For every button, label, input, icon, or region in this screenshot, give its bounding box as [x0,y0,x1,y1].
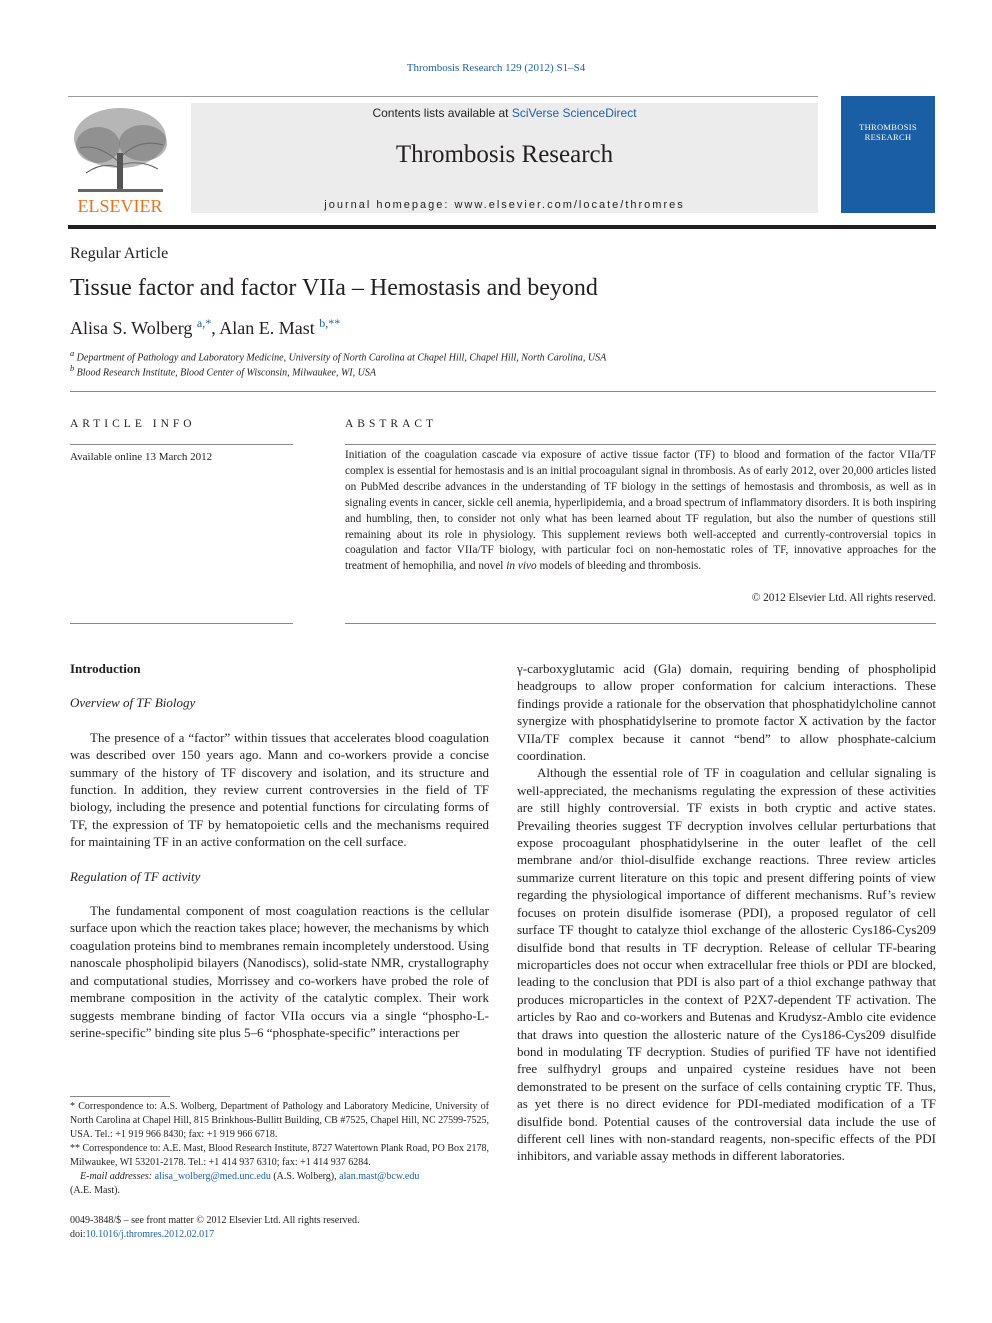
abstract-text-part: models of bleeding and thrombosis. [536,560,702,573]
divider [345,444,936,445]
header-rule [68,96,818,97]
body-paragraph: γ-carboxyglutamic acid (Gla) domain, requiring bending of phospholipid headgroups to allow proper conformation for calcium interactions. These findings provide a rationale for the observation that phosphatidylcholine cannot synergize with phosphatidylserine to promote factor X activation by the factor VIIa/TF complex because it cannot “bend” to allow phosphate-calcium coordination. [517,661,936,764]
email-label: E-mail addresses: [80,1171,153,1182]
homepage-link[interactable]: www.elsevier.com/locate/thromres [454,199,685,211]
affiliation-text: Department of Pathology and Laboratory Medicine, University of North Carolina at Chapel Hill, Chapel Hill, North Carolina, USA [76,352,607,364]
section-heading: Introduction [70,661,141,676]
affiliation-mark: a [70,349,75,358]
journal-cover [841,96,935,213]
email-link[interactable]: alan.mast@bcw.edu [339,1171,420,1182]
journal-name: Thrombosis Research [395,141,614,168]
abstract-text [345,448,936,575]
footnote-emails [70,1170,489,1198]
sciencedirect-link[interactable]: SciVerse ScienceDirect [511,106,637,120]
subsection-heading: Overview of TF Biology [70,695,196,711]
affiliation-a [70,349,606,363]
doi-link[interactable]: 10.1016/j.thromres.2012.02.017 [85,1229,215,1241]
body-column-right [517,660,936,1165]
author-separator: , [211,318,220,338]
author-affiliation-mark[interactable]: a,* [196,316,212,330]
body-column-left [70,660,489,1041]
cover-title-line-2: RESEARCH [864,132,912,142]
contents-line [191,106,818,120]
affiliation-b [70,364,376,378]
front-matter [70,1214,359,1242]
homepage-prefix: journal homepage: [324,199,455,211]
divider [70,391,936,392]
doi-label: doi: [70,1229,86,1241]
email-link[interactable]: alisa_wolberg@med.unc.edu [154,1171,271,1182]
cover-title [841,122,935,142]
author-list [70,316,340,339]
email-owner: (A.E. Mast). [70,1185,120,1197]
affiliation-mark: b [70,364,75,373]
body-paragraph: The fundamental component of most coagulation reactions is the cellular surface upon which the reaction takes place; however, the mechanisms by which coagulation proteins bind to membranes remain incompletely understood. Using nanoscale phospholipid bilayers (Nanodiscs), solid-state NMR, crystallography and computational studies, Morrissey and co-workers have probed the role of membrane composition in the activity of the catalytic complex. Their work suggests membrane binding of factor VIIa occurs via a single “phospho-L-serine-specific” binding site plus 5–6 “phosphate-specific” interactions per [70,903,489,1040]
abstract-italic-term: in vivo [506,560,537,573]
article-title: Tissue factor and factor VIIa – Hemostasis and beyond [70,275,598,301]
divider [70,623,293,624]
elsevier-tree-icon [68,103,173,215]
affiliation-text: Blood Research Institute, Blood Center of Wisconsin, Milwaukee, WI, USA [76,367,376,379]
header-thick-rule [68,225,936,229]
divider [70,444,293,445]
author-name: Alan E. Mast [219,318,315,338]
publisher-wordmark: ELSEVIER [77,196,163,215]
cover-title-line-1: THROMBOSIS [859,122,917,132]
email-owner: (A.S. Wolberg), [270,1171,340,1182]
elsevier-logo [68,103,173,215]
article-info-heading: ARTICLE INFO [70,418,196,430]
available-online-date: Available online 13 March 2012 [70,451,213,463]
footnote-rule [70,1096,170,1097]
abstract-heading: ABSTRACT [345,418,438,430]
journal-reference[interactable]: Thrombosis Research 129 (2012) S1–S4 [406,62,586,74]
body-paragraph: Although the essential role of TF in coagulation and cellular signaling is well-appreciated, the mechanisms regulating the expression of these activities are still highly controversial. TF exists in both cryptic and active states. Prevailing theories suggest TF decryption involves cellular perturbations that expose procoagulant phosphatidylserine in the outer leaflet of the cell membrane and/or thiol-disulfide exchange reactions. Three review articles summarize current literature on this topic and present differing points of view regarding the physiological importance of different mechanisms. Ruf’s review focuses on protein disulfide isomerase (PDI), a proposed regulator of cell surface TF thought to catalyze thiol exchange of the allosteric Cys186-Cys209 disulfide bond that results in TF decryption. Release of cellular TF-bearing microparticles does not occur when extracellular free thiols or PDI are blocked, leading to the conclusion that PDI is also part of a thiol exchange pathway that produces microparticles in the context of P2X7-dependent TF activation. The articles by Rao and co-workers and Butenas and Krudysz-Amblo cite evidence that draws into question the allosteric nature of the Cys186-Cys209 disulfide bond in modulating TF decryption. Studies of purified TF have not identified free sulfhydryl groups and unpaired cysteine residues have not been demonstrated to be present on the surface of cells containing cryptic TF. Thus, as yet there is no direct evidence for PDI-mediated modification of a TF disulfide bond. Potential causes of the controversial data include the use of different cell lines with non-standard reagents, non-specific effects of the PDI inhibitors, and variable assay methods in different laboratories. [517,765,936,1164]
copyright: © 2012 Elsevier Ltd. All rights reserved. [751,592,936,604]
journal-homepage [191,199,818,211]
footnote-correspondence-1: * Correspondence to: A.S. Wolberg, Department of Pathology and Laboratory Medicine, University of North Carolina at Chapel Hill, 815 Brinkhous-Bullitt Building, CB #7525, Chapel Hill, NC 27599-7525, USA. Tel.: +1 919 966 8430; fax: +1 919 966 6718. [70,1101,489,1141]
article-type: Regular Article [70,245,169,262]
author-affiliation-mark[interactable]: b,** [319,316,341,330]
abstract-text-part: Initiation of the coagulation cascade via exposure of active tissue factor (TF) to blood and formation of the factor VIIa/TF complex is essential for hemostasis and is an initial procoagulant signal in thrombosis. As of early 2012, over 20,000 articles listed on PubMed describe advances in the understanding of TF biology in the settings of hemostasis and thrombosis, as well as in signaling events in cancer, sickle cell anemia, hyperlipidemia, and a broad spectrum of inflammatory disorders. It is both inspiring and humbling, then, to consider not only what has been learned about TF regulation, but also the number of questions still remaining about its role in physiology. This supplement reviews both well-accepted and currently-controversial topics in coagulation and factor VIIa/TF biology, with particular foci on non-hemostatic roles of TF, innovative approaches for the treatment of hemophilia, and novel [345,449,936,573]
issn-line: 0049-3848/$ – see front matter © 2012 Elsevier Ltd. All rights reserved. [70,1215,360,1226]
divider [345,623,936,624]
contents-prefix: Contents lists available at [372,106,512,120]
footnote-correspondence-2: ** Correspondence to: A.E. Mast, Blood Research Institute, 8727 Watertown Plank Road, PO Box 2178, Milwaukee, WI 53201-2178. Tel.: +1 414 937 6310; fax: +1 414 937 6284. [70,1143,489,1169]
subsection-heading: Regulation of TF activity [70,868,201,884]
author-name: Alisa S. Wolberg [70,318,193,338]
body-paragraph: The presence of a “factor” within tissues that accelerates blood coagulation was described over 150 years ago. Mann and co-workers provide a concise summary of the history of TF discovery and isolation, and its structure and function. In addition, they review current controversies in the field of TF biology, including the presence and potential functions for circulating forms of TF, the expression of TF by hematopoietic cells and the mechanisms required for maintaining TF in an active conformation on the cell surface. [70,729,489,850]
